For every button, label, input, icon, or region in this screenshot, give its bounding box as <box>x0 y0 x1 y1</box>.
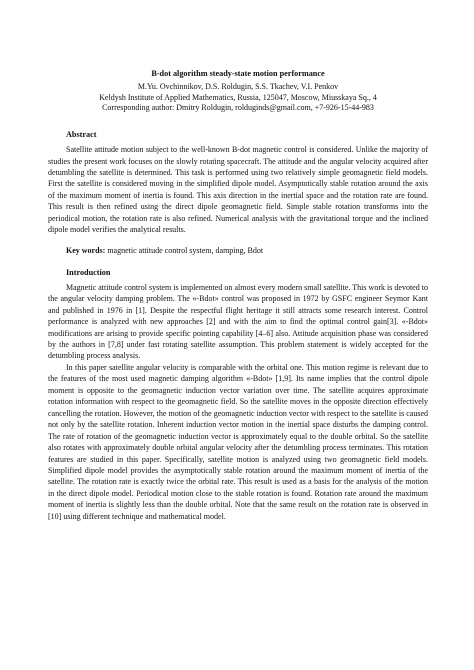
paper-title: B-dot algorithm steady-state motion performance <box>151 69 325 78</box>
corresponding-author: Corresponding author: Dmitry Roldugin, rolduginds@gmail.com, +7-926-15-44-983 <box>102 103 374 113</box>
paper-page <box>48 68 428 522</box>
abstract-text: Satellite attitude motion subject to the well-known B-dot magnetic control is considered. Unlike the majority of studies the present work focuses on the slowly rotating spacecraft. The attitude and the angular velocity acquired after detumbling the satellite is determined. This task is performed using two relatively simple geomagnetic field models. First the satellite is considered moving in the simplified dipole model. Asymptotically stable rotation around the axis of the maximum moment of inertia is found. This axis direction in the inertial space and the rotation rate are found. This result is then refined using the direct dipole geomagnetic field. Simple stable rotation transforms into the periodical motion, the rotation rate is also refined. Numerical analysis with the gravitational torque and the inclined dipole model verifies the analytical results. <box>48 145 428 235</box>
keywords-label: Key words: <box>66 245 106 255</box>
abstract-heading: Abstract <box>66 130 97 140</box>
keywords-line <box>48 245 428 256</box>
introduction-paragraph-2: In this paper satellite angular velocity is comparable with the orbital one. This motion regime is relevant due to the features of the most used magnetic damping algorithm «-Bdot» [1,9]. Its name implies that the control dipole moment is opposite to the geomagnetic induction vector variation over time. The satellite acquires approximate rotation information with respect to the geomagnetic field. So the satellite moves in the opposite direction effectively cancelling the rotation. However, the motion of the geomagnetic induction vector with respect to the satellite is caused not only by the satellite rotation. Inherent induction vector motion in the inertial space disturbs the damping control. The rate of rotation of the geomagnetic induction vector is approximately equal to the double orbital. So the satellite also rotates with approximately double orbital angular velocity after the detumbling process terminates. This rotation features are studied in this paper. Specifically, satellite motion is analyzed using two geomagnetic field models. Simplified dipole model provides the asymptotically stable rotation around the maximum moment of inertia of the satellite. The rotation rate is exactly twice the orbital rate. This result is used as a basis for the analysis of the motion in the direct dipole model. Periodical motion close to the stable rotation is found. Rotation rate around the maximum moment of inertia is slightly less than the double orbital. Note that the same result on the rotation rate is observed in [10] using different technique and mathematical model. <box>48 362 428 521</box>
author-list: M.Yu. Ovchinnikov, D.S. Roldugin, S.S. Tkachev, V.I. Penkov <box>137 82 339 91</box>
introduction-paragraph-1: Magnetic attitude control system is implemented on almost every modern small satellite. This work is devoted to the angular velocity damping problem. The «-Bdot» control was proposed in 1972 by GSFC engineer Seymor Kant and published in 1976 in [1]. Despite the respectful flight heritage it still attracts some research interest. Control performance is analyzed with new approaches [2] and with the aim to find the optimal control gain[3]. «-Bdot» modifications are arising to provide specific pointing capability [4–6] also. Attitude acquisition phase was considered by the authors in [7,8] under fast rotating satellite assumption. This problem statement is widely accepted for the detumbling process analysis. <box>48 282 428 361</box>
introduction-heading: Introduction <box>66 267 111 277</box>
keywords-text: magnetic attitude control system, damping, Bdot <box>105 245 264 255</box>
affiliation: Keldysh Institute of Applied Mathematics, Russia, 125047, Moscow, Miusskaya Sq., 4 <box>99 92 377 102</box>
